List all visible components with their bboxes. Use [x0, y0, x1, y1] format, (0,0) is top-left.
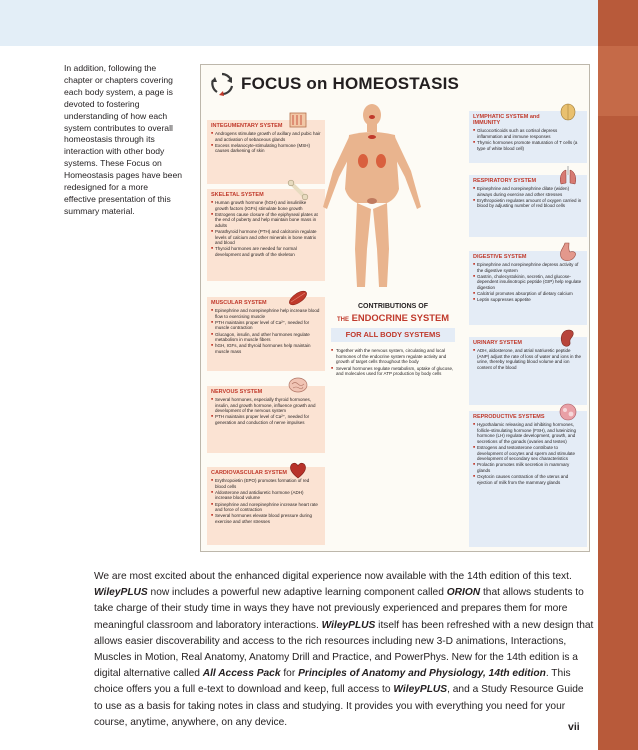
system-item: ■ Human growth hormone (hGH) and insulinlike growth factors (IGFs) stimulate bone growth [211, 200, 321, 211]
the-label: THE [336, 317, 349, 323]
system-item: ■ PTH maintains proper level of Ca²⁺, needed for generation and conduction of nerve impulses [211, 414, 321, 425]
cycle-arrows-icon [209, 71, 235, 97]
system-item: ■ Aldosterone and antidiuretic hormone (ADH) increase blood volume [211, 490, 321, 501]
system-item: ■ ADH, aldosterone, and atrial natriuretic peptide (ANP) adjust the rate of loss of water and ions in the urine, thereby regulating blood volume and ion content of the blood [473, 348, 583, 370]
text-span: itself has been refreshed with a new design that allows easier discoverability and access to the rich resources including new 3-D animations, Interactions, Muscles in Motion, Real Anatomy, Anatomy Drill and Practice, and PowerPhys. New for the 14th edition is a digital alternative called [94, 619, 594, 680]
wileyplus-emphasis: WileyPLUS [393, 684, 448, 696]
system-title: DIGESTIVE SYSTEM [473, 254, 527, 260]
system-item: ■ hGH, IGFs, and thyroid hormones help maintain muscle mass [211, 343, 321, 354]
lymph-node-icon [557, 101, 579, 123]
system-title: LYMPHATIC SYSTEM and IMMUNITY [473, 114, 540, 127]
system-item: ■ Excess melanocyte-stimulating hormone (MSH) causes darkening of skin [211, 143, 321, 154]
all-body-systems-banner: FOR ALL BODY SYSTEMS [331, 328, 455, 342]
system-title: REPRODUCTIVE SYSTEMS [473, 414, 545, 420]
system-title: INTEGUMENTARY SYSTEM [211, 123, 283, 129]
system-title: NERVOUS SYSTEM [211, 389, 263, 395]
endocrine-contribution-list [331, 348, 455, 377]
system-item: ■ Parathyroid hormone (PTH) and calcitonin regulate levels of calcium and other minerals in bone matrix and blood [211, 229, 321, 246]
all-access-pack-emphasis: All Access Pack [202, 668, 281, 680]
system-item: ■ Hypothalamic releasing and inhibiting hormones, follicle-stimulating hormone (FSH), and luteinizing hormone (LH) regulate development, growth, and secretions of the gonads (ovaries and testes) [473, 422, 583, 444]
stomach-icon [557, 241, 579, 263]
contribution-item: ■ Several hormones regulate metabolism, uptake of glucose, and molecules used for ATP production by body cells [331, 366, 455, 377]
system-item: ■ PTH maintains proper level of Ca²⁺, needed for muscle contraction [211, 320, 321, 331]
text-span: now includes a powerful new adaptive learning component called [147, 587, 447, 599]
system-item: ■ Oxytocin causes contraction of the uterus and ejection of milk from the mammary glands [473, 474, 583, 485]
system-title: CARDIOVASCULAR SYSTEM [211, 470, 287, 476]
heart-icon [287, 459, 309, 481]
system-item: ■ Epinephrine and norepinephrine increase heart rate and force of contraction [211, 502, 321, 513]
book-title-emphasis: Principles of Anatomy and Physiology, 14th edition [298, 668, 546, 680]
endocrine-system-label: ENDOCRINE SYSTEM [351, 312, 450, 323]
system-item: ■ Prolactin promotes milk secretion in mammary glands [473, 462, 583, 473]
system-item: ■ Several hormones, especially thyroid hormones, insulin, and growth hormone, influence growth and development of the nervous system [211, 397, 321, 414]
system-item: ■ Epinephrine and norepinephrine help increase blood flow to exercising muscle [211, 308, 321, 319]
system-item: ■ Androgens stimulate growth of axillary and pubic hair and activation of sebaceous glands [211, 131, 321, 142]
endocrine-contributions [331, 303, 455, 378]
body-paragraph [94, 569, 594, 731]
system-title: MUSCULAR SYSTEM [211, 300, 267, 306]
text-span: . This choice offers you a full e-text to download and keep, full access to [94, 668, 571, 696]
system-item: ■ Thymic hormones promote maturation of T cells (a type of white blood cell) [473, 140, 583, 151]
focus-on-homeostasis-figure [200, 64, 590, 552]
system-item: ■ Estrogens cause closure of the epiphyseal plates at the end of puberty and help maintain bone mass in adults [211, 212, 321, 229]
orion-emphasis: ORION [446, 587, 481, 599]
text-span: for [280, 668, 299, 680]
page-edge-tab [598, 46, 638, 116]
system-item: ■ Glucagon, insulin, and other hormones regulate metabolism in muscle fibers [211, 332, 321, 343]
text-span: , and a Study Resource Guide to use as a basis for taking notes in class and studying. It provides you with everything you need for your course, anytime, anywhere, on any device. [94, 684, 584, 728]
text-span: We are most excited about the enhanced digital experience now available with the 14th edition of this text. [94, 571, 572, 582]
system-item: ■ Glucocorticoids such as cortisol depress inflammation and immune responses [473, 128, 583, 139]
header-band [0, 0, 598, 46]
system-item: ■ Epinephrine and norepinephrine dilate (widen) airways during exercise and other stresses [473, 186, 583, 197]
human-body-illustration [303, 99, 441, 295]
lungs-icon [557, 165, 579, 187]
figure-heading: FOCUS on HOMEOSTASIS [241, 74, 460, 93]
figure-title [209, 71, 459, 97]
system-item: ■ Estrogens and testosterone contribute to development of oocytes and sperm and stimulate development of secondary sex characteristics [473, 445, 583, 462]
endocrine-system-heading [331, 312, 455, 323]
wileyplus-emphasis: WileyPLUS [321, 619, 376, 631]
wileyplus-emphasis: WileyPLUS [94, 587, 148, 599]
system-box-reproductive [469, 411, 587, 547]
kidney-icon [557, 327, 579, 349]
page-number: vii [568, 721, 580, 733]
system-item: ■ Calcitriol promotes absorption of dietary calcium [473, 291, 583, 297]
system-item: ■ Erythropoietin (EPO) promotes formation of red blood cells [211, 478, 321, 489]
contribution-item: ■ Together with the nervous system, circulating and local hormones of the endocrine system regulate activity and growth of target cells throughout the body [331, 348, 455, 365]
system-title: RESPIRATORY SYSTEM [473, 178, 537, 184]
side-note: In addition, following the chapter or chapters covering each body system, a page is devoted to fostering understanding of how each system contributes to overall homeostasis through its interaction with other body systems. These Focus on Homeostasis pages have been redesigned for a more effective presentation of this summary material. [64, 63, 183, 216]
text-span: that allows students to take charge of their study time in ways they have not previously experienced and prepares them for more meaningful classroom and laboratory interactions. [94, 587, 584, 631]
system-item: ■ Thyroid hormones are needed for normal development and growth of the skeleton [211, 246, 321, 257]
brain-icon [287, 375, 309, 397]
system-title: URINARY SYSTEM [473, 340, 522, 346]
system-item: ■ Gastrin, cholecystokinin, secretin, and glucose-dependent insulinotropic peptide (GIP) help regulate digestion [473, 274, 583, 291]
system-item: ■ Several hormones elevate blood pressure during exercise and other stresses [211, 513, 321, 524]
system-title: SKELETAL SYSTEM [211, 192, 264, 198]
contributions-label: CONTRIBUTIONS OF [358, 303, 428, 310]
system-item: ■ Leptin suppresses appetite [473, 297, 583, 303]
system-item: ■ Epinephrine and norepinephrine depress activity of the digestive system [473, 262, 583, 273]
system-item: ■ Erythropoietin regulates amount of oxygen carried in blood by adjusting number of red blood cells [473, 198, 583, 209]
ovary-icon [557, 401, 579, 423]
